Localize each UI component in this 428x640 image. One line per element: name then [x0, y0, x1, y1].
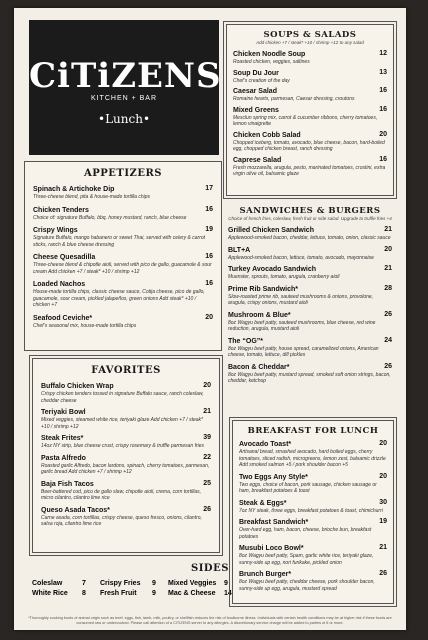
- menu-item: [233, 131, 387, 153]
- item-description: Roasted chicken, veggies, saltines: [233, 59, 310, 65]
- item-price: 20: [205, 313, 213, 321]
- side-name: Crispy Fries: [100, 580, 141, 587]
- item-description: Artisanal bread, smashed avocado, hard boiled eggs, cherry tomatoes, sliced radish, microgreens, lemon zest, balsamic drizzle Add smoked salmon +5 / pork shoulder bacon +5: [239, 449, 386, 468]
- item-price: 26: [384, 362, 392, 370]
- menu-item: [233, 106, 387, 128]
- item-price: 24: [384, 336, 392, 344]
- sandwiches-section: [226, 206, 394, 389]
- item-price: 21: [384, 226, 392, 233]
- menu-item: [239, 518, 387, 540]
- item-price: 16: [205, 280, 213, 287]
- item-name: Chicken Cobb Salad: [233, 131, 301, 139]
- item-description: Chef’s creation of the day: [233, 77, 290, 84]
- menu-item: [33, 280, 213, 309]
- item-name: Crispy Wings: [33, 227, 78, 234]
- sandwiches-title: SANDWICHES & BURGERS: [239, 206, 381, 216]
- meal-label: •Lunch•: [97, 112, 151, 126]
- item-description: Romaine hearts, parmesan, Caesar dressing, croutons: [233, 96, 355, 102]
- item-name: Brunch Burger*: [239, 571, 292, 578]
- item-name: Turkey Avocado Sandwich: [228, 266, 317, 273]
- item-name: Pasta Alfredo: [41, 454, 86, 462]
- item-name: Bacon & Cheddar*: [228, 363, 290, 371]
- menu-item: [228, 265, 392, 281]
- favorites-section: [32, 358, 220, 553]
- item-name: Breakfast Sandwich*: [239, 519, 309, 526]
- menu-item: [239, 544, 387, 566]
- item-description: 7oz NY steak, three eggs, breakfast potatoes & toast, chimichurri: [239, 507, 383, 514]
- item-description: Carne asada, corn tortillas, crispy cheese, queso fresco, onions, cilantro, salsa roja, cilantro lime rice: [41, 514, 202, 527]
- item-description: Applewood-smoked bacon, cheddar, lettuce, tomato, onion, classic sauce: [228, 235, 391, 241]
- appetizers-title: APPETIZERS: [84, 168, 162, 179]
- item-description: Two eggs, choice of bacon, pork sausage, chicken sausage or ham, breakfast potatoes & toast: [239, 481, 377, 494]
- item-name: Mixed Greens: [233, 106, 279, 114]
- item-price: 19: [205, 226, 213, 233]
- brand-name: CiTiZENS: [29, 56, 222, 96]
- menu-item: [239, 473, 387, 495]
- item-name: Caesar Salad: [233, 88, 277, 95]
- item-name: Steak Frites*: [41, 435, 84, 442]
- menu-page: [14, 8, 406, 630]
- breakfast-section: [232, 420, 394, 604]
- item-name: Steak & Eggs*: [239, 499, 287, 507]
- menu-item: [41, 454, 211, 476]
- soups-section: [226, 24, 394, 196]
- side-price: 7: [82, 580, 86, 587]
- menu-item: [233, 156, 387, 178]
- item-name: Teriyaki Bowl: [41, 409, 86, 416]
- item-price: 21: [203, 408, 211, 415]
- menu-item: [233, 69, 387, 85]
- item-price: 21: [379, 544, 387, 551]
- item-price: 16: [205, 205, 213, 213]
- item-description: 8oz Wagyu beef patty, mustard spread, smoked soft onion strings, bacon, cheddar, ketchup: [228, 371, 391, 384]
- side-name: Mixed Veggies: [168, 580, 217, 587]
- item-description: Signature Buffalo, mango habanero or sweet Thai, served with celery & carrot sticks, ranch & blue cheese dressing: [33, 235, 206, 248]
- menu-item: [33, 185, 213, 201]
- item-price: 13: [379, 68, 387, 76]
- side-name: White Rice: [32, 590, 68, 597]
- side-name: Coleslaw: [32, 580, 63, 587]
- menu-item: [228, 246, 392, 262]
- brand-logo: [29, 20, 222, 155]
- menu-item: [41, 434, 211, 450]
- item-price: 26: [384, 310, 392, 318]
- menu-item: [239, 570, 387, 592]
- item-description: Crispy chicken tenders tossed in signature Buffalo sauce, ranch coleslaw, cheddar cheese: [41, 391, 204, 404]
- appetizers-list: [25, 179, 221, 329]
- item-price: 16: [205, 253, 213, 260]
- sides-title: SIDES: [191, 563, 229, 574]
- brand-subtitle: KITCHEN + BAR: [90, 95, 158, 102]
- side-price: 9: [152, 590, 156, 597]
- item-price: 20: [384, 245, 392, 253]
- item-description: 8oz Wagyu beef patty, Spam, garlic white rice, teriyaki glaze, sunny-side up egg, nori furikake, pickled onion: [239, 553, 374, 566]
- item-price: 21: [384, 265, 392, 272]
- item-name: Prime Rib Sandwich*: [228, 285, 299, 293]
- item-description: Three-cheese blend, pita & house-made tortilla chips: [33, 194, 151, 200]
- appetizers-section: [24, 161, 222, 351]
- soups-note: Add chicken +7 / steak* +10 / shrimp +12 to any salad: [256, 40, 364, 45]
- item-description: Muenster, sprouts, tomato, arugula, cranberry aioli: [228, 274, 340, 280]
- item-name: The “OG”*: [228, 337, 264, 345]
- menu-item: [233, 87, 387, 103]
- side-price: 9: [152, 580, 156, 587]
- item-name: Two Eggs Any Style*: [239, 473, 308, 481]
- item-description: 8oz Wagyu beef patty, sauteed mushrooms, blue cheese, red wine reduction, arugula, mustard aioli: [228, 319, 376, 332]
- item-description: 14oz NY strip, blue cheese crust, crispy rosemary & truffle parmesan fries: [41, 443, 205, 449]
- item-price: 12: [379, 50, 387, 57]
- menu-item: [41, 480, 211, 502]
- side-price: 14: [224, 590, 232, 597]
- side-price: 9: [224, 580, 228, 587]
- item-name: Grilled Chicken Sandwich: [228, 227, 314, 234]
- breakfast-title: BREAKFAST FOR LUNCH: [247, 426, 379, 436]
- item-description: Mesclun spring mix, carrot & cucumber ribbons, cherry tomatoes, lemon vinaigrette: [233, 114, 378, 127]
- menu-item: [33, 226, 213, 248]
- favorites-title: FAVORITES: [91, 365, 161, 376]
- favorites-list: [33, 376, 219, 528]
- item-name: Musubi Loco Bowl*: [239, 545, 304, 552]
- item-price: 20: [379, 440, 387, 447]
- menu-item: [228, 311, 392, 333]
- item-price: 20: [379, 472, 387, 480]
- sandwiches-note: Choice of french fries, coleslaw, fresh fruit or side salad. Upgrade to truffle fries +4: [228, 216, 392, 221]
- item-price: 20: [203, 382, 211, 389]
- item-description: Slow-roasted prime rib, sauteed mushrooms & onions, provolone, arugula, crispy onions, mustard aioli: [228, 293, 374, 306]
- item-name: Soup Du Jour: [233, 69, 279, 77]
- item-description: Three-cheese blend & chipotle aioli, served with pico de gallo, guacamole & sour cream Add chicken +7 / steak* +10 / shrimp +12: [33, 262, 212, 275]
- item-name: Buffalo Chicken Wrap: [41, 383, 114, 390]
- menu-item: [33, 314, 213, 330]
- menu-item: [239, 440, 387, 469]
- item-description: Choice of: signature Buffalo, bbq, honey mustard, ranch, blue cheese: [33, 214, 187, 221]
- item-price: 19: [379, 518, 387, 525]
- item-description: Mixed veggies, steamed white rice, teriyaki glaze Add chicken +7 / steak* +10 / shrimp +12: [41, 417, 203, 430]
- breakfast-list: [233, 436, 393, 592]
- item-description: Chef’s seasonal mix, house-made tortilla chips: [33, 322, 137, 329]
- menu-item: [41, 506, 211, 528]
- item-description: Roasted garlic Alfredo, bacon lardons, spinach, cherry tomatoes, parmesan, garlic bread Add chicken +7 / shrimp +12: [41, 462, 210, 475]
- item-name: Chicken Tenders: [33, 206, 89, 214]
- item-description: Chopped iceberg, tomato, avocado, blue cheese, bacon, hard-boiled egg, chopped chicken breast, ranch dressing: [233, 139, 385, 152]
- item-description: 8oz Wagyu beef patty, house spread, caramelized onions, American cheese, tomato, lettuce, dill pickles: [228, 345, 379, 358]
- menu-item: [233, 50, 387, 66]
- item-description: Beer-battered cod, pico de gallo slaw, chipotle aioli, crema, corn tortillas, micro cilantro, cilantro lime rice: [41, 488, 201, 501]
- footer-disclaimer: *Thoroughly cooking foods of animal origin such as beef, eggs, fish, lamb, milk, poultry, or shellfish reduces the risk of foodborne illness. Individuals with certain health conditions may be at higher risk if these foods are consumed raw or undercooked. Please call attention of a CITIZENS server to any allergies. A discretionary service charge will be added to parties of 6 or more.: [28, 616, 392, 625]
- item-price: 26: [203, 505, 211, 513]
- side-name: Fresh Fruit: [100, 590, 137, 597]
- item-price: 39: [203, 434, 211, 441]
- item-name: Spinach & Artichoke Dip: [33, 186, 115, 193]
- item-name: Queso Asada Tacos*: [41, 506, 110, 514]
- item-price: 17: [205, 185, 213, 192]
- soups-title: SOUPS & SALADS: [263, 30, 357, 40]
- side-price: 8: [82, 590, 86, 597]
- menu-item: [228, 226, 392, 242]
- item-name: Cheese Quesadilla: [33, 254, 96, 261]
- item-name: Seafood Ceviche*: [33, 314, 93, 322]
- item-description: Applewood-smoked bacon, lettuce, tomato, avocado, mayonnaise: [228, 254, 374, 261]
- item-name: Caprese Salad: [233, 156, 282, 164]
- item-name: Loaded Nachos: [33, 281, 86, 288]
- item-name: Mushroom & Blue*: [228, 311, 291, 319]
- item-price: 16: [379, 155, 387, 163]
- menu-item: [228, 363, 392, 385]
- menu-item: [41, 382, 211, 404]
- item-price: 25: [203, 479, 211, 487]
- item-description: Over-hard egg, ham, bacon, cheese, brioche bun, breakfast potatoes: [239, 527, 372, 540]
- item-name: BLT+A: [228, 246, 251, 254]
- menu-item: [33, 253, 213, 275]
- menu-item: [33, 206, 213, 222]
- item-name: Chicken Noodle Soup: [233, 51, 306, 58]
- item-price: 26: [379, 570, 387, 577]
- item-price: 16: [379, 105, 387, 113]
- item-name: Baja Fish Tacos: [41, 480, 94, 488]
- menu-item: [41, 408, 211, 430]
- menu-item: [228, 285, 392, 307]
- item-description: House-made tortilla chips, classic cheese sauce, Cotija cheese, pico de gallo, guacamole, sour cream, pickled jalapeños, green onions Add steak* +10 / chicken +7: [33, 289, 205, 308]
- item-price: 30: [379, 498, 387, 506]
- menu-item: [239, 499, 387, 515]
- menu-item: [228, 337, 392, 359]
- item-price: 22: [203, 453, 211, 461]
- item-price: 28: [384, 284, 392, 292]
- item-price: 20: [379, 130, 387, 138]
- item-name: Avocado Toast*: [239, 441, 292, 448]
- side-name: Mac & Cheese: [168, 590, 216, 597]
- item-description: 8oz Wagyu beef patty, cheddar cheese, pork shoulder bacon, sunny-side up egg, arugula, mustard spread: [239, 579, 375, 592]
- item-price: 16: [379, 87, 387, 94]
- soups-list: [227, 46, 393, 178]
- sandwiches-list: [226, 222, 394, 385]
- item-description: Fresh mozzarella, arugula, pesto, marinated tomatoes, crostini, extra virgin olive oil, balsamic glaze: [233, 164, 386, 177]
